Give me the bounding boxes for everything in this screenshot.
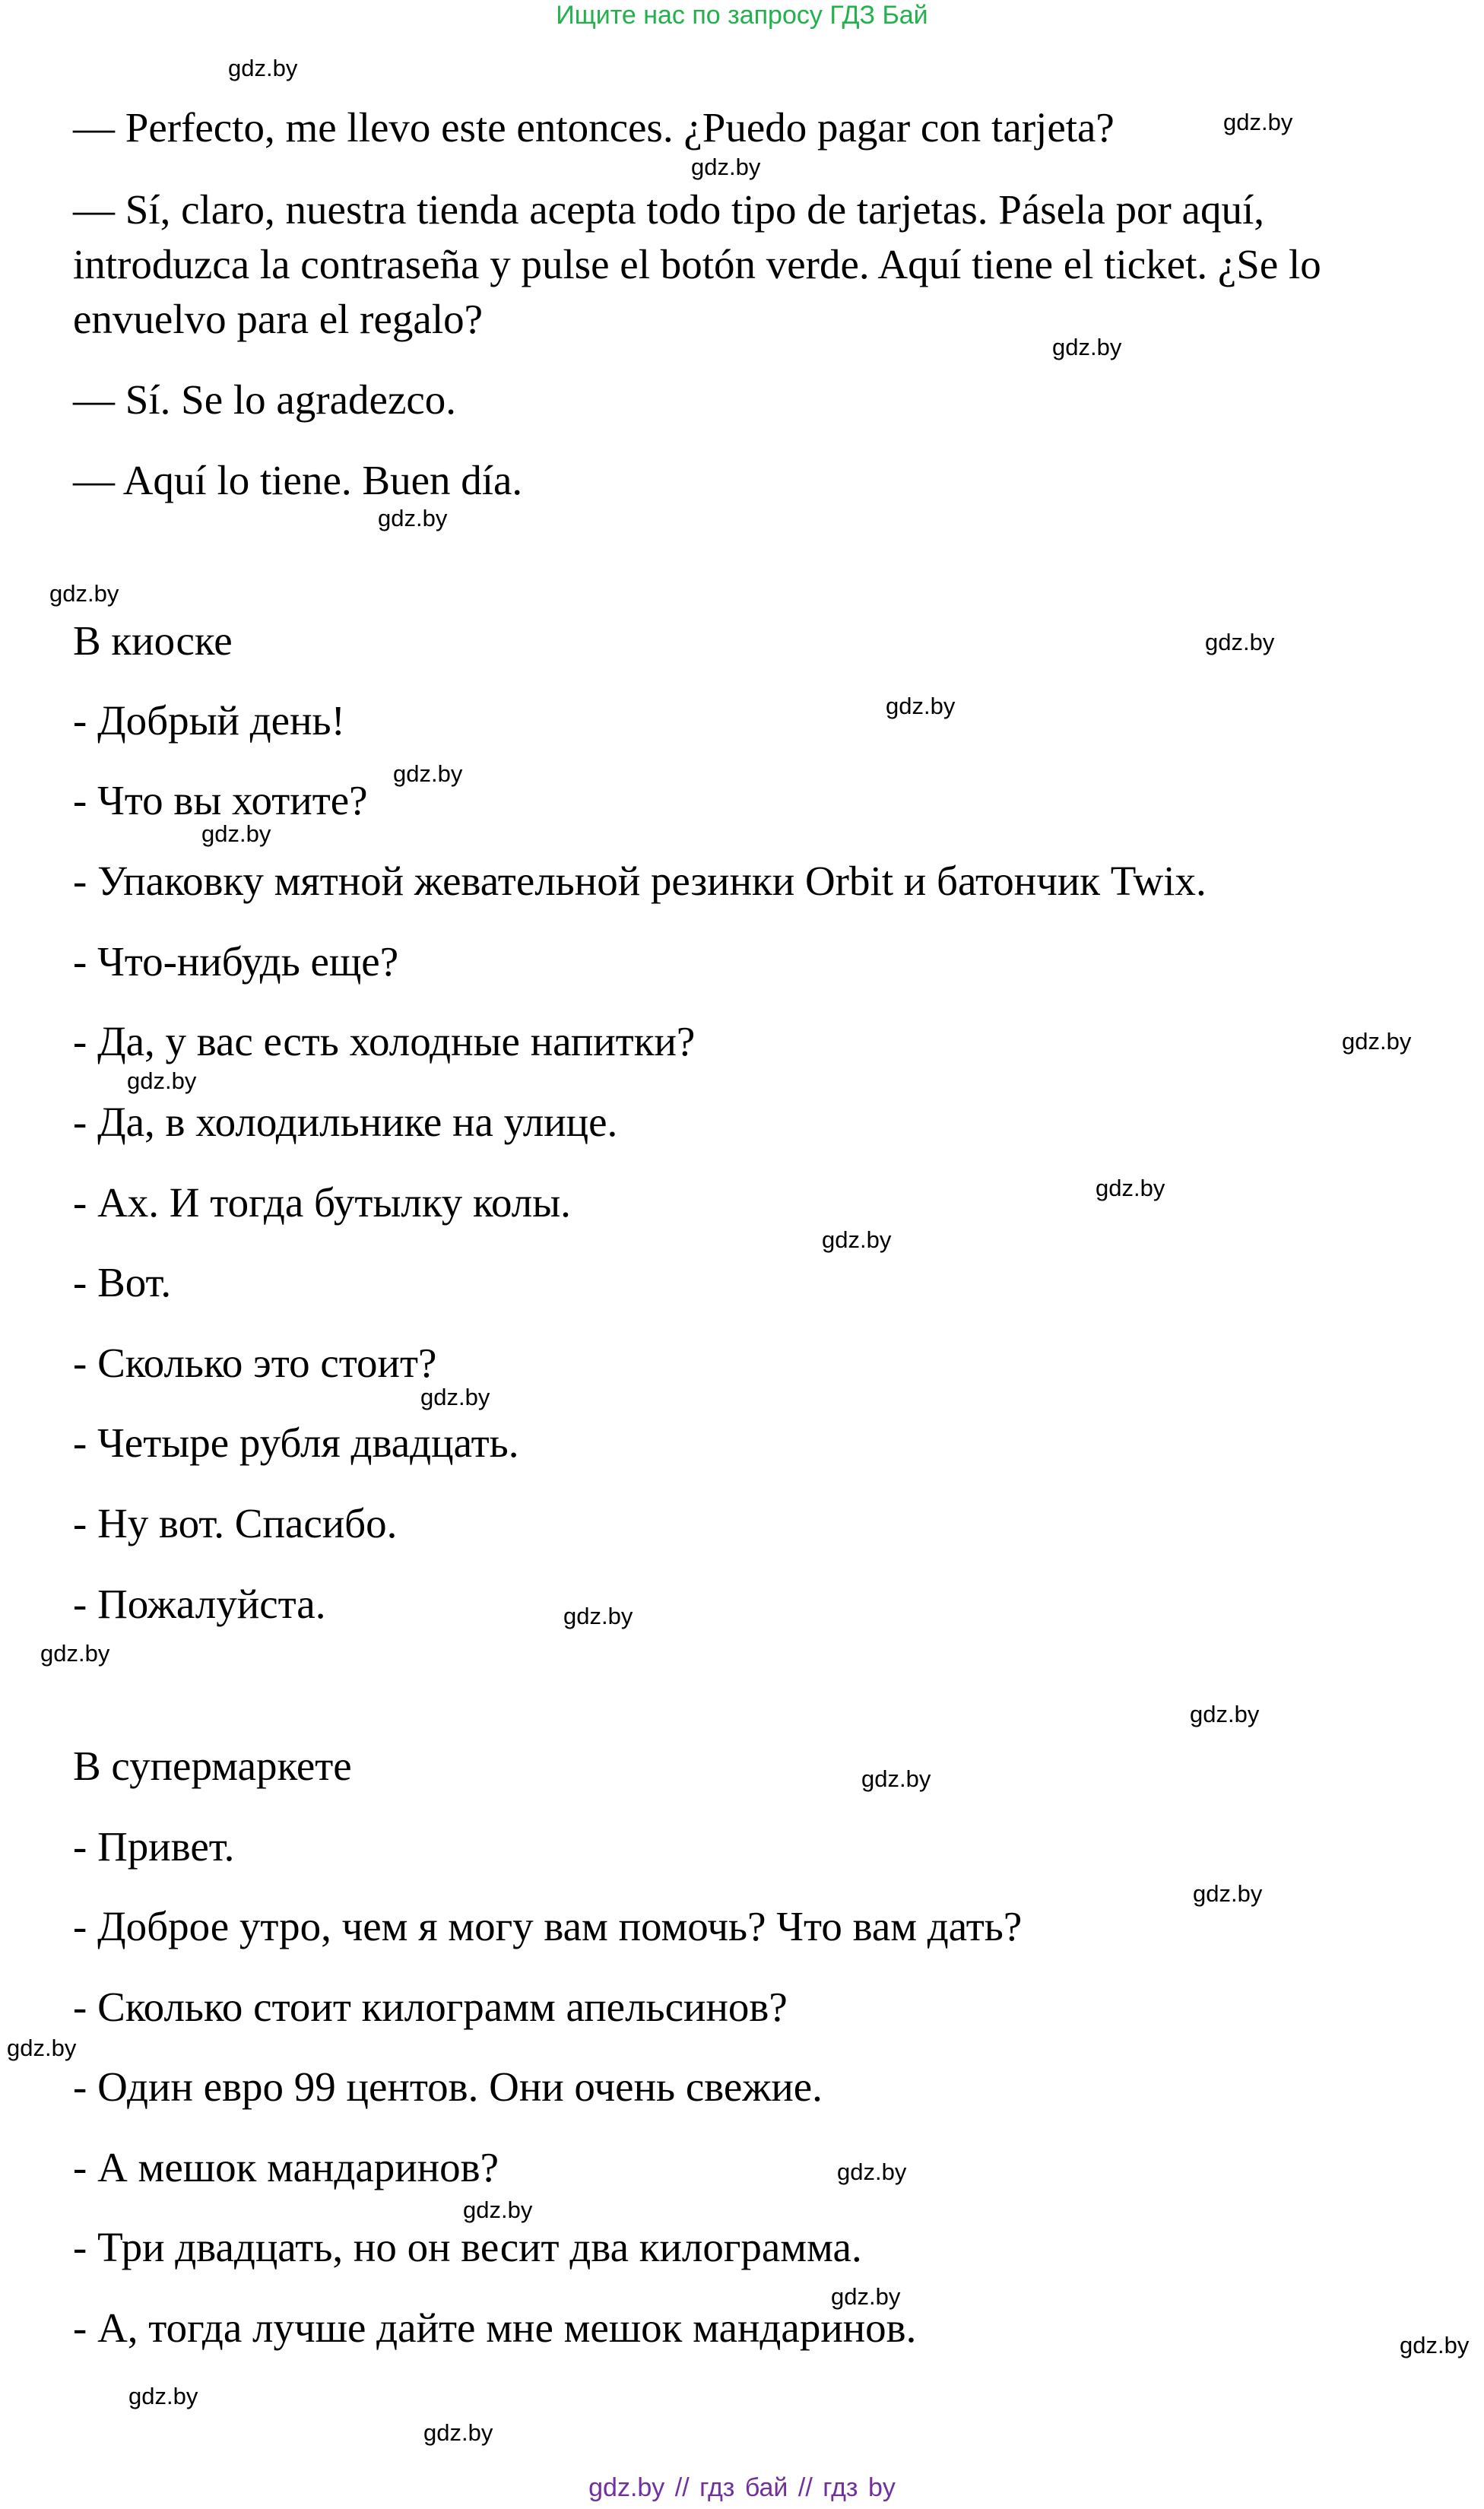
watermark: gdz.by — [423, 2419, 493, 2446]
watermark: gdz.by — [1190, 1701, 1260, 1727]
watermark: gdz.by — [40, 1640, 110, 1667]
watermark: gdz.by — [861, 1765, 931, 1792]
supermarket-line-3: - Сколько стоит килограмм апельсинов? — [73, 1984, 788, 2030]
dialog-line-es-1: — Perfecto, me llevo este entonces. ¿Puedo pagar con tarjeta? — [73, 104, 1115, 151]
top-banner[interactable]: Ищите нас по запросу ГДЗ Бай — [556, 1, 928, 30]
kiosk-line-5: - Да, у вас есть холодные напитки? — [73, 1018, 696, 1064]
kiosk-heading: В киоске — [73, 617, 233, 664]
dialog-line-es-4: envuelvo para el regalo? — [73, 296, 484, 342]
kiosk-line-12: - Пожалуйста. — [73, 1581, 326, 1627]
watermark: gdz.by — [691, 154, 761, 180]
watermark: gdz.by — [831, 2283, 901, 2310]
kiosk-line-8: - Вот. — [73, 1259, 172, 1305]
watermark: gdz.by — [378, 505, 448, 531]
watermark: gdz.by — [1096, 1175, 1165, 1201]
watermark: gdz.by — [1193, 1880, 1263, 1907]
watermark: gdz.by — [228, 55, 298, 81]
watermark: gdz.by — [1400, 2332, 1470, 2358]
watermark: gdz.by — [128, 2383, 198, 2409]
dialog-line-es-3: introduzca la contraseña y pulse el botón verde. Aquí tiene el ticket. ¿Se lo — [73, 241, 1321, 287]
watermark: gdz.by — [1342, 1028, 1412, 1055]
watermark: gdz.by — [393, 760, 463, 787]
watermark: gdz.by — [201, 820, 271, 847]
watermark: gdz.by — [127, 1067, 197, 1094]
watermark: gdz.by — [1052, 334, 1122, 360]
dialog-line-es-2: — Sí, claro, nuestra tienda acepta todo tipo de tarjetas. Pásela por aquí, — [73, 186, 1264, 233]
kiosk-line-11: - Ну вот. Спасибо. — [73, 1500, 398, 1546]
watermark: gdz.by — [1205, 629, 1275, 655]
footer-links[interactable]: gdz.by // гдз бай // гдз by — [588, 2473, 896, 2502]
supermarket-line-2: - Доброе утро, чем я могу вам помочь? Что вам дать? — [73, 1903, 1023, 1949]
kiosk-line-6: - Да, в холодильнике на улице. — [73, 1099, 618, 1145]
watermark: gdz.by — [7, 2035, 77, 2061]
supermarket-line-7: - А, тогда лучше дайте мне мешок мандаринов. — [73, 2304, 917, 2351]
watermark: gdz.by — [886, 693, 956, 719]
watermark: gdz.by — [420, 1384, 490, 1410]
watermark: gdz.by — [563, 1603, 633, 1629]
watermark: gdz.by — [1223, 109, 1293, 135]
supermarket-line-4: - Один евро 99 центов. Они очень свежие. — [73, 2063, 823, 2110]
supermarket-line-1: - Привет. — [73, 1823, 235, 1870]
watermark: gdz.by — [49, 580, 119, 607]
kiosk-line-7: - Ах. И тогда бутылку колы. — [73, 1179, 571, 1226]
supermarket-heading: В супермаркете — [73, 1743, 352, 1789]
supermarket-line-5: - А мешок мандаринов? — [73, 2144, 499, 2190]
kiosk-line-10: - Четыре рубля двадцать. — [73, 1419, 519, 1466]
kiosk-line-9: - Сколько это стоит? — [73, 1340, 437, 1386]
supermarket-line-6: - Три двадцать, но он весит два килограмма. — [73, 2224, 862, 2270]
watermark: gdz.by — [463, 2197, 533, 2223]
kiosk-line-4: - Что-нибудь еще? — [73, 938, 399, 985]
dialog-line-es-5: — Sí. Se lo agradezco. — [73, 376, 457, 423]
kiosk-line-3: - Упаковку мятной жевательной резинки Orbit и батончик Twix. — [73, 858, 1207, 904]
watermark: gdz.by — [822, 1226, 892, 1253]
dialog-line-es-6: — Aquí lo tiene. Buen día. — [73, 457, 523, 503]
kiosk-line-2: - Что вы хотите? — [73, 777, 368, 823]
kiosk-line-1: - Добрый день! — [73, 697, 345, 744]
watermark: gdz.by — [837, 2159, 907, 2185]
